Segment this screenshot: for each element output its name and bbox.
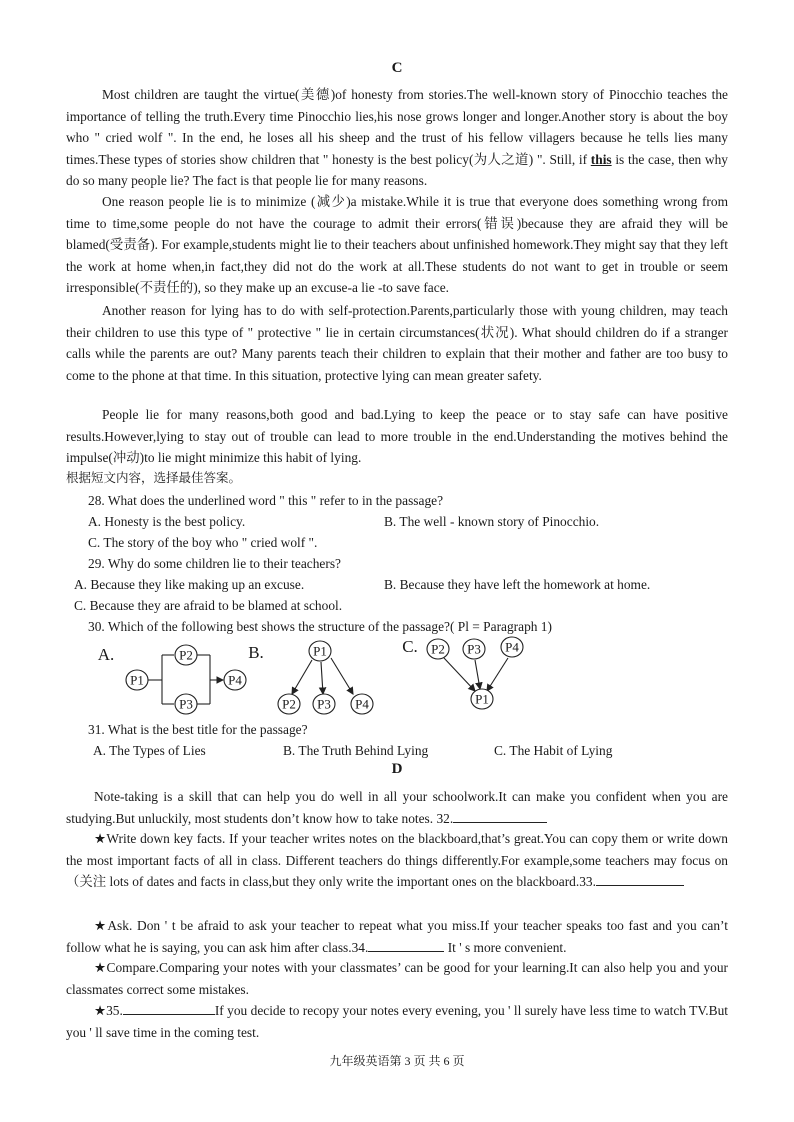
underlined-word-this: this xyxy=(590,151,612,167)
passage-d-paragraph-1 xyxy=(66,786,728,829)
page-footer: 九年级英语第 3 页 共 6 页 xyxy=(329,1054,465,1068)
blank-33[interactable] xyxy=(596,871,684,886)
passage-d-p3-text-b: It ' s more convenient. xyxy=(444,939,567,955)
passage-d-paragraph-4: ★Compare.Comparing your notes with your classmates’ can be good for your learning.It can also help you and your classmates correct some mistakes. xyxy=(66,960,728,997)
structure-diagram xyxy=(0,636,794,718)
diagram-c-p3-label: P3 xyxy=(467,641,481,657)
q28-option-c[interactable]: C. The story of the boy who " cried wolf ". xyxy=(88,535,318,550)
instruction: 根据短文内容，选择最佳答案。 xyxy=(66,471,242,485)
diagram-option-b-label[interactable]: B. xyxy=(248,643,264,662)
passage-c-paragraph-1 xyxy=(66,84,728,192)
diagram-c-p2-label: P2 xyxy=(431,641,445,657)
passage-c-paragraph-4: People lie for many reasons,both good and bad.Lying to keep the peace or to stay safe can have positive results.However,lying to stay out of trouble can lead to more trouble in the end.Understanding the motives behind the impulse(冲动)to lie might minimize this habit of lying. xyxy=(66,407,728,465)
diagram-a-p3-label: P3 xyxy=(179,696,193,712)
passage-c-p1-text-b: is the case, then why do so many people lie? The fact is that people lie for many reasons. xyxy=(66,151,728,188)
diagram-a-p1-label: P1 xyxy=(130,672,144,688)
q31-stem: 31. What is the best title for the passage? xyxy=(88,722,308,737)
diagram-a-p4-label: P4 xyxy=(228,672,242,688)
q31-option-a[interactable]: A. The Types of Lies xyxy=(93,743,206,758)
blank-32[interactable] xyxy=(453,808,547,823)
q29-option-b[interactable]: B. Because they have left the homework at home. xyxy=(384,577,651,592)
passage-d-p1-text: Note-taking is a skill that can help you do well in all your schoolwork.It can make you confident when you are studying.But unluckily, most students don’t know how to take notes. 32. xyxy=(66,789,728,826)
q30-stem: 30. Which of the following best shows the structure of the passage?( Pl = Paragraph 1) xyxy=(88,619,552,634)
diagram-option-c-label[interactable]: C. xyxy=(402,637,418,656)
passage-c-paragraph-3: Another reason for lying has to do with self-protection.Parents,particularly those with young children, may teach their children to use this type of " protective " lie in certain circumstances(状况). What should children do if a stranger calls while the parents are out? Many parents teach their children to explain that their mother and father are too busy to come to the phone at that time. In this situation, protective lying can mean greater safety. xyxy=(66,303,728,383)
q29-stem: 29. Why do some children lie to their teachers? xyxy=(88,556,341,571)
diagram-b-p4-label: P4 xyxy=(355,696,369,712)
passage-d-paragraph-5 xyxy=(66,1000,728,1043)
passage-d-paragraph-3 xyxy=(66,915,728,958)
passage-d-p2-text: ★Write down key facts. If your teacher writes notes on the blackboard,that’s great.You can copy them or write down the most important facts of all in class. Different teachers do things differently.For example,some teachers may focus on （关注 lots of dates and facts in class,but they only write the important ones on the blackboard.33. xyxy=(66,831,728,889)
passage-c-p1-text-a: Most children are taught the virtue(美德)of honesty from stories.The well-known story of Pinocchio teaches the importance of telling the truth.Every time Pinocchio lies,his nose grows longer and longer.Another story is about the boy who " cried wolf ". In the end, he loses all his sheep and the trust of his fellow villagers because he tells lies many times.These types of stories show children that " honesty is the best policy(为人之道) ". Still, if xyxy=(66,87,728,167)
q28-option-b[interactable]: B. The well - known story of Pinocchio. xyxy=(384,514,600,529)
section-c-heading: C xyxy=(391,60,403,76)
diagram-c-p1-label: P1 xyxy=(475,691,489,707)
passage-d-p5-text-b: If you decide to recopy your notes every evening, you ' ll surely have less time to watch TV.But you ' ll save time in the coming test. xyxy=(66,1003,729,1040)
diagram-b-p3-label: P3 xyxy=(317,696,331,712)
passage-c-paragraph-2: One reason people lie is to minimize (减少)a mistake.While it is true that everyone does something wrong from time to time,some people do not have the courage to admit their errors(错误)because they are afraid they will be blamed(受责备). For example,students might lie to their teachers about unfinished homework.They might say that they left the work at home when,in fact,they did not do the work at all.These students do not want to get in trouble or seem irresponsible(不责任的), so they make up an excuse-a lie -to save face. xyxy=(66,194,728,295)
blank-34[interactable] xyxy=(368,937,444,952)
passage-d-p5-text-a: ★35. xyxy=(94,1003,123,1018)
passage-d-paragraph-2 xyxy=(66,828,728,893)
q31-option-b[interactable]: B. The Truth Behind Lying xyxy=(283,743,429,758)
diagram-c-p4-label: P4 xyxy=(505,639,519,655)
passage-d-p3-text-a: ★Ask. Don ' t be afraid to ask your teacher to repeat what you miss.If your teacher speaks too fast and you can’t follow what he is saying, you can ask him after class.34. xyxy=(66,918,728,955)
diagram-option-a-label[interactable]: A. xyxy=(97,645,115,664)
q29-option-c[interactable]: C. Because they are afraid to be blamed at school. xyxy=(74,598,343,613)
diagram-b-p2-label: P2 xyxy=(282,696,296,712)
diagram-b-p1-label: P1 xyxy=(313,643,327,659)
blank-35[interactable] xyxy=(123,1000,215,1015)
section-d-heading: D xyxy=(391,761,403,777)
q29-option-a[interactable]: A. Because they like making up an excuse. xyxy=(74,577,305,592)
q28-option-a[interactable]: A. Honesty is the best policy. xyxy=(88,514,246,529)
diagram-a-p2-label: P2 xyxy=(179,647,193,663)
q28-stem: 28. What does the underlined word " this " refer to in the passage? xyxy=(88,493,444,508)
q31-option-c[interactable]: C. The Habit of Lying xyxy=(494,743,613,758)
